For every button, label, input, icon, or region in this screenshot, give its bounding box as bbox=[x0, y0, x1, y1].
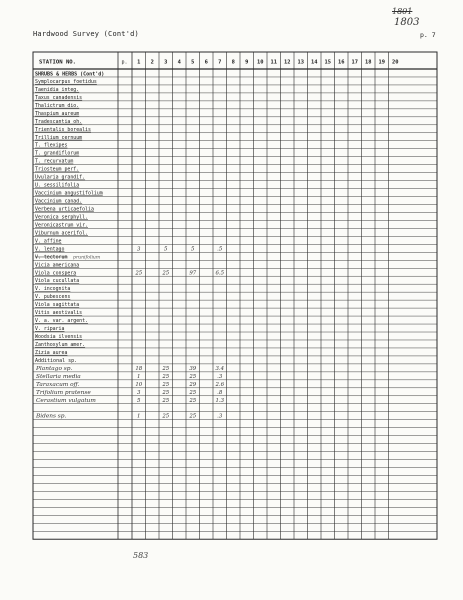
species-name: Trientalis borealis bbox=[35, 126, 91, 133]
cell-entry: 25 bbox=[162, 397, 170, 404]
additional-species-name: Plantago sp. bbox=[36, 365, 73, 372]
species-name: V. lentago bbox=[35, 246, 65, 253]
struck-number: 1801 bbox=[392, 7, 413, 16]
station-number-header: 12 bbox=[284, 59, 291, 66]
species-name: Woodsia ilvensis bbox=[35, 334, 83, 341]
species-name: V. riparia bbox=[35, 326, 65, 333]
cell-entry: 10 bbox=[135, 381, 143, 388]
station-number-header: 14 bbox=[311, 59, 318, 66]
cell-entry: 3 bbox=[137, 246, 141, 253]
species-name: Viola sagittata bbox=[35, 302, 80, 309]
cell-entry: 3.4 bbox=[215, 365, 225, 372]
table-frame bbox=[33, 52, 437, 539]
station-number-header: 16 bbox=[338, 59, 345, 66]
species-name: V. affine bbox=[35, 238, 62, 245]
species-name: Vicia americana bbox=[35, 262, 80, 269]
sheet-title: Hardwood Survey (Cont'd) bbox=[33, 30, 139, 38]
station-number-header: 5 bbox=[191, 59, 195, 66]
species-name: Viola cucullata bbox=[35, 278, 80, 285]
station-number-header: 10 bbox=[257, 59, 264, 66]
cell-entry: 25 bbox=[189, 373, 197, 380]
cell-entry: 25 bbox=[162, 270, 170, 277]
species-name: T. flexipes bbox=[35, 142, 68, 149]
species-name: Zizia aurea bbox=[35, 349, 68, 356]
additional-species-name: Stellaria media bbox=[36, 373, 81, 380]
cell-entry: 25 bbox=[162, 413, 170, 420]
species-name: Veronicastrum vir. bbox=[35, 222, 88, 229]
additional-species-label: Additional sp. bbox=[35, 357, 78, 364]
species-name: Taxus canadensis bbox=[35, 94, 83, 101]
cell-entry: 5 bbox=[164, 246, 168, 253]
additional-species-name: Taraxacum off. bbox=[36, 381, 80, 388]
cell-entry: 25 bbox=[189, 389, 197, 396]
additional-species-name: Trifolium pratense bbox=[36, 389, 91, 396]
cell-entry: 1 bbox=[137, 373, 141, 380]
species-name: Viola conspera bbox=[35, 270, 77, 277]
cell-entry: .3 bbox=[217, 373, 223, 380]
cell-entry: .3 bbox=[217, 413, 223, 420]
cell-entry: 25 bbox=[189, 413, 197, 420]
cell-entry: 3 bbox=[137, 389, 141, 396]
cell-entry: 1 bbox=[137, 413, 141, 420]
station-number-header: 17 bbox=[351, 59, 358, 66]
cell-entry: 5 bbox=[137, 397, 141, 404]
species-name: T. recurvatum bbox=[35, 158, 74, 165]
cell-entry: 29 bbox=[189, 381, 197, 388]
species-name: Vaccinium canad. bbox=[35, 198, 83, 205]
cell-entry: 25 bbox=[162, 381, 170, 388]
species-name: Verbena urticaefolia bbox=[35, 206, 94, 213]
cell-entry: 6.5 bbox=[215, 270, 225, 277]
species-name: U. sessilifolia bbox=[35, 182, 80, 189]
species-name: Vitis aestivalis bbox=[35, 310, 83, 317]
additional-species-name: Cerastium vulgatum bbox=[36, 397, 96, 404]
species-name: Symplocarpus foetidus bbox=[35, 78, 97, 85]
cell-entry: 97 bbox=[189, 270, 197, 277]
p-column-label: p. bbox=[121, 59, 128, 66]
station-number-header: 2 bbox=[150, 59, 154, 66]
species-name: Vaccinium angustifolium bbox=[35, 190, 103, 197]
cell-entry: 25 bbox=[189, 397, 197, 404]
station-number-header: 19 bbox=[378, 59, 385, 66]
station-number-header: 8 bbox=[231, 59, 235, 66]
section-title: SHRUBS & HERBS (Cont'd) bbox=[35, 71, 105, 78]
cell-entry: 1.3 bbox=[215, 397, 225, 404]
station-number-header: 13 bbox=[297, 59, 304, 66]
cell-entry: 25 bbox=[162, 389, 170, 396]
cell-entry: 2.6 bbox=[215, 381, 225, 388]
sheet-number: 1803 bbox=[394, 17, 420, 28]
species-name: Thaspium aureum bbox=[35, 110, 80, 117]
cell-entry: .5 bbox=[217, 246, 223, 253]
cell-entry: 25 bbox=[162, 365, 170, 372]
station-number-header: 9 bbox=[245, 59, 249, 66]
station-number-header: 3 bbox=[164, 59, 168, 66]
cell-entry: .8 bbox=[217, 389, 223, 396]
station-number-header: 15 bbox=[324, 59, 331, 66]
cell-entry: 25 bbox=[135, 270, 143, 277]
station-number-header: 7 bbox=[218, 59, 222, 66]
species-name: Triosteum perf. bbox=[35, 166, 80, 173]
cell-entry: 5 bbox=[191, 246, 195, 253]
species-name: V. a. var. argent. bbox=[35, 318, 88, 325]
cell-entry: 18 bbox=[135, 365, 143, 372]
species-name: Viburnum acerifol. bbox=[35, 230, 88, 237]
species-name: T. grandiflorum bbox=[35, 150, 80, 157]
species-name: Trillium cernuum bbox=[35, 134, 83, 141]
species-name: Veronica serphyll. bbox=[35, 214, 88, 221]
station-number-header: 20 bbox=[392, 59, 399, 66]
species-name: Thalictrum dio. bbox=[35, 102, 80, 109]
station-no-label: STATION NO. bbox=[39, 59, 77, 66]
species-name-handwritten: prunifolium bbox=[73, 255, 101, 261]
handwritten-total: 583 bbox=[133, 551, 149, 560]
species-name: Uvularia grandif. bbox=[35, 174, 86, 181]
species-name: Zanthoxylum amer. bbox=[35, 341, 86, 348]
additional-species-name: Bidens sp. bbox=[36, 413, 67, 420]
species-name: V. incognita bbox=[35, 286, 71, 293]
species-name: Tradescantia oh. bbox=[35, 118, 83, 125]
cell-entry: 39 bbox=[189, 365, 197, 372]
cell-entry: 25 bbox=[162, 373, 170, 380]
species-name: Taenidia integ. bbox=[35, 86, 80, 93]
station-number-header: 6 bbox=[204, 59, 208, 66]
station-number-header: 1 bbox=[137, 59, 141, 66]
page-number: p. 7 bbox=[420, 31, 436, 39]
species-name: V. pubescens bbox=[35, 294, 71, 301]
station-number-header: 4 bbox=[177, 59, 181, 66]
station-number-header: 11 bbox=[270, 59, 277, 66]
station-number-header: 18 bbox=[365, 59, 372, 66]
species-name: V. tectorum bbox=[35, 254, 68, 261]
